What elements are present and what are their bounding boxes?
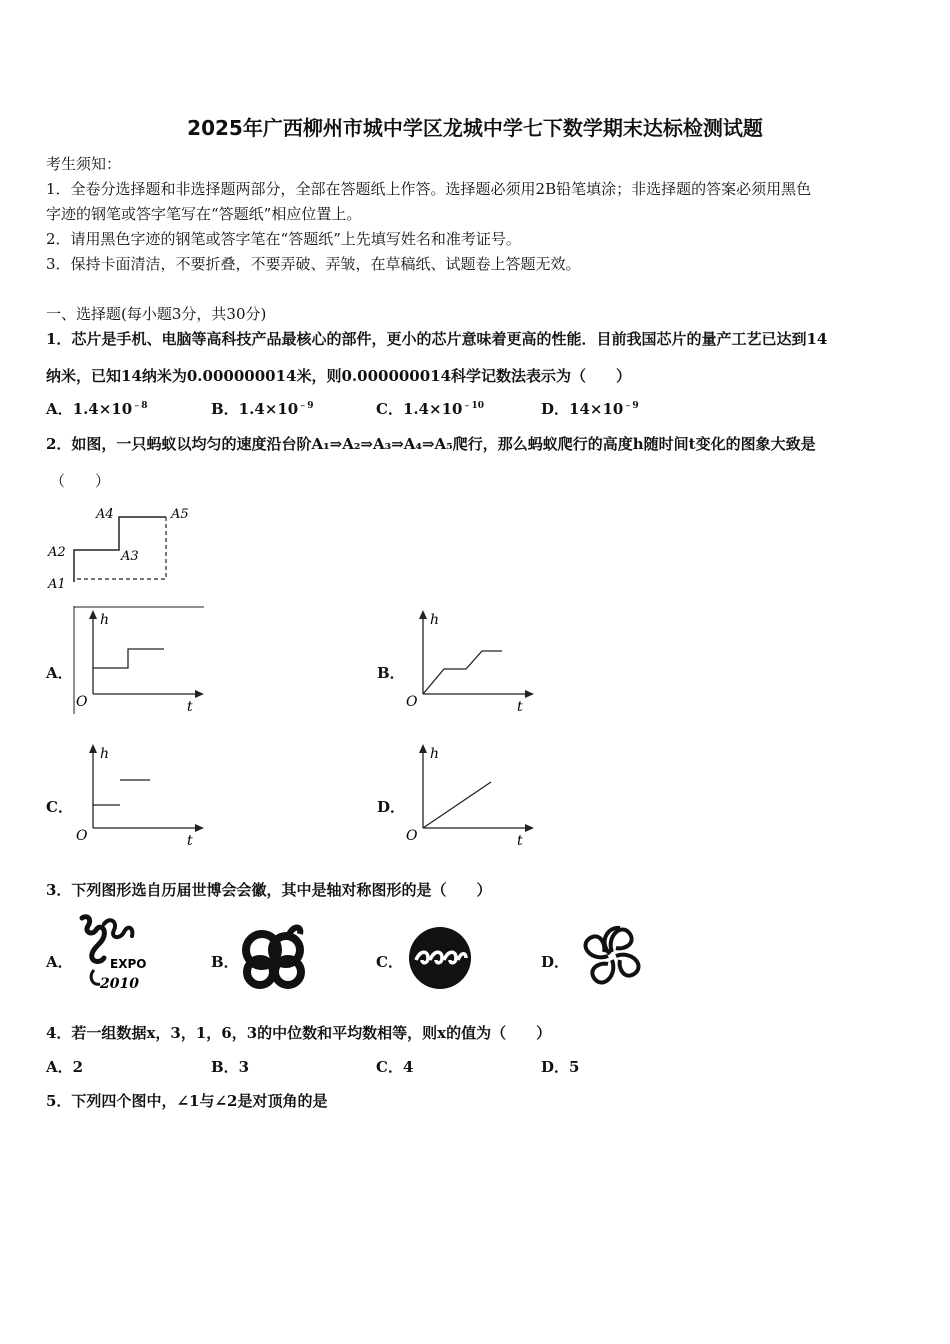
graph-b <box>402 606 534 714</box>
q4-option-c[interactable]: C．4 <box>376 1058 414 1076</box>
q4-line-1: 4．若一组数据x，3，1，6，3的中位数和平均数相等，则x的值为（ ） <box>46 1024 552 1042</box>
graph-a <box>72 606 204 714</box>
q1-line-1: 1．芯片是手机、电脑等高科技产品最核心的部件，更小的芯片意味着更高的性能．目前我国芯片的量产工艺已达到14 <box>46 330 828 348</box>
graph-c-h: h <box>100 746 110 762</box>
q3-option-d[interactable]: D． <box>541 953 570 971</box>
graph-a-h: h <box>100 612 110 628</box>
q1-option-b[interactable] <box>211 398 313 419</box>
q1-option-d-text: D．14×10 <box>541 400 624 418</box>
logo-d-flower <box>572 918 654 994</box>
graph-a-t: t <box>187 699 193 714</box>
graph-c-origin: O <box>76 828 88 844</box>
q4-option-b[interactable]: B．3 <box>211 1058 250 1076</box>
graph-b-origin: O <box>406 694 418 710</box>
q1-option-c-exp: ﹣10 <box>462 401 485 411</box>
expo-text: EXPO <box>110 957 147 971</box>
q1-option-a-exp: ﹣8 <box>132 401 148 411</box>
q4-option-a[interactable]: A．2 <box>46 1058 84 1076</box>
q2-option-a[interactable]: A． <box>46 664 73 682</box>
expo-year: 2010 <box>100 976 139 992</box>
graph-d-t: t <box>517 833 523 848</box>
q3-option-a[interactable]: A． <box>46 953 73 971</box>
expo-logo-a <box>74 910 156 992</box>
q3-option-c[interactable]: C． <box>376 953 403 971</box>
section-heading: 一、选择题(每小题3分，共30分) <box>46 305 267 323</box>
graph-d-h: h <box>430 746 440 762</box>
notice-heading: 考生须知： <box>46 155 122 173</box>
q4-option-d[interactable]: D．5 <box>541 1058 580 1076</box>
logo-c <box>406 924 474 992</box>
notice-line-1: 1．全卷分选择题和非选择题两部分，全部在答题纸上作答。选择题必须用2B铅笔填涂；非选择题的答案必须用黑色 <box>46 180 812 198</box>
label-a5: A5 <box>171 507 189 522</box>
q2-line-1: 2．如图，一只蚂蚁以均匀的速度沿台阶A₁⇒A₂⇒A₃⇒A₄⇒A₅爬行，那么蚂蚁爬行的高度h随时间t变化的图象大致是 <box>46 435 816 453</box>
logo-b <box>238 918 310 990</box>
graph-b-h: h <box>430 612 440 628</box>
notice-line-3: 3．保持卡面清洁，不要折叠，不要弄破、弄皱，在草稿纸、试题卷上答题无效。 <box>46 255 581 273</box>
notice-line-1b: 字迹的钢笔或答字笔写在“答题纸”相应位置上。 <box>46 205 362 223</box>
q1-option-a[interactable] <box>46 398 147 419</box>
graph-c-t: t <box>187 833 193 848</box>
q1-option-c[interactable] <box>376 398 484 419</box>
label-a4: A4 <box>96 507 114 522</box>
q1-option-d-exp: ﹣9 <box>623 401 639 411</box>
q3-line-1: 3．下列图形选自历届世博会会徽，其中是轴对称图形的是（ ） <box>46 881 492 899</box>
q1-option-d[interactable] <box>541 398 639 419</box>
graph-d-origin: O <box>406 828 418 844</box>
page-title: 2025年广西柳州市城中学区龙城中学七下数学期末达标检测试题 <box>187 116 763 140</box>
label-a1: A1 <box>48 577 66 592</box>
staircase-dashed <box>74 517 166 579</box>
label-a3: A3 <box>121 549 139 564</box>
notice-line-2: 2．请用黑色字迹的钢笔或答字笔在“答题纸”上先填写姓名和准考证号。 <box>46 230 521 248</box>
label-a2: A2 <box>48 545 66 560</box>
q3-option-b[interactable]: B． <box>211 953 239 971</box>
q2-option-b[interactable]: B． <box>377 664 405 682</box>
graph-b-t: t <box>517 699 523 714</box>
q1-line-2: 纳米，已知14纳米为0.000000014米，则0.000000014科学记数法表示为（ ） <box>46 367 632 385</box>
q1-option-b-exp: ﹣9 <box>298 401 314 411</box>
q5-line-1: 5．下列四个图中，∠1与∠2是对顶角的是 <box>46 1092 328 1110</box>
graph-d <box>402 740 534 848</box>
q2-option-c[interactable]: C． <box>46 798 73 816</box>
staircase-path <box>74 517 166 582</box>
q1-option-b-text: B．1.4×10 <box>211 400 299 418</box>
staircase-figure <box>44 500 194 595</box>
q2-option-d[interactable]: D． <box>377 798 406 816</box>
graph-c <box>72 740 204 848</box>
q2-line-2: （ ） <box>50 472 111 490</box>
graph-a-origin: O <box>76 694 88 710</box>
q1-option-c-text: C．1.4×10 <box>376 400 463 418</box>
q1-option-a-text: A．1.4×10 <box>46 400 133 418</box>
